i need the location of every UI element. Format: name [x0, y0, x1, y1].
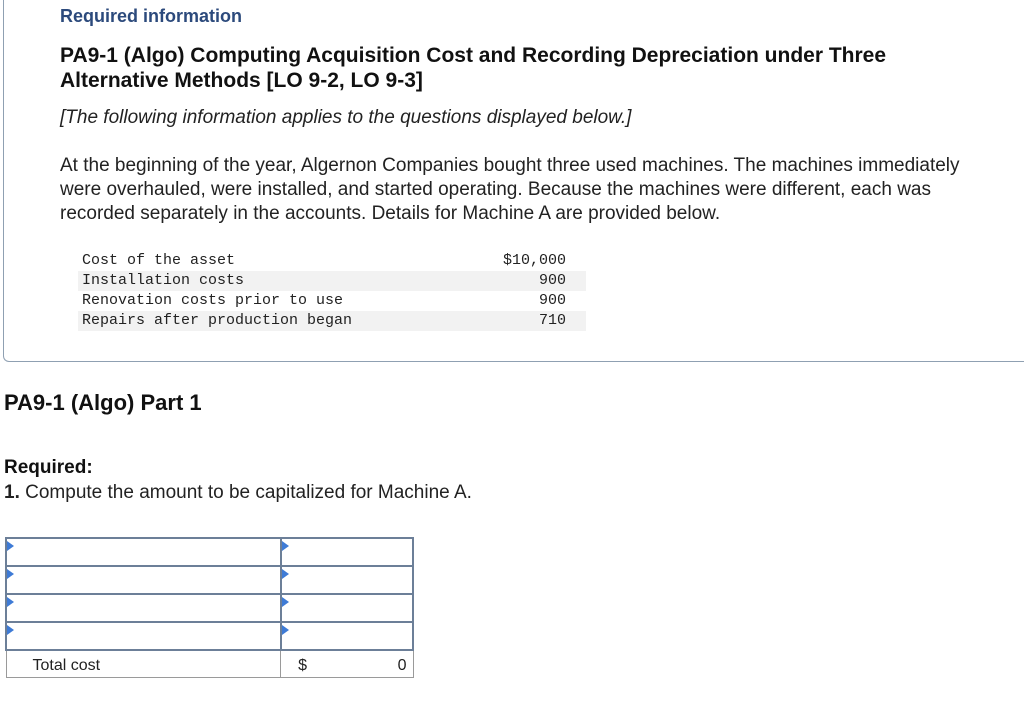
dropdown-marker-icon	[282, 625, 289, 635]
total-value-cell	[281, 650, 413, 678]
dropdown-marker-icon	[282, 597, 289, 607]
problem-description: At the beginning of the year, Algernon Companies bought three used machines. The machines immediately were overhauled, were installed, and started operating. Because the machines were different, each was recorded separately in the accounts. Details for Machine A are provided below.	[60, 155, 960, 224]
machine-a-details-table	[78, 251, 586, 331]
answer-table	[5, 537, 414, 678]
dropdown-marker-icon	[7, 625, 14, 635]
answer-row	[6, 566, 413, 594]
dropdown-marker-icon	[7, 541, 14, 551]
required-information-panel	[3, 0, 1024, 362]
answer-row	[6, 594, 413, 622]
amount-input-cell[interactable]	[281, 594, 413, 622]
detail-amount: 900	[538, 292, 566, 309]
answer-row	[6, 622, 413, 650]
amount-input-cell[interactable]	[281, 538, 413, 566]
instruction	[4, 482, 472, 504]
total-label-cell	[6, 650, 281, 678]
table-row	[78, 311, 586, 331]
detail-label: Cost of the asset	[82, 252, 236, 269]
dropdown-marker-icon	[282, 569, 289, 579]
total-label: Total cost	[32, 657, 101, 674]
part-title: PA9-1 (Algo) Part 1	[4, 390, 202, 415]
total-value: 0	[397, 657, 407, 674]
detail-amount: 900	[465, 271, 586, 291]
detail-label: Renovation costs prior to use	[82, 292, 344, 309]
table-row	[78, 291, 586, 311]
detail-label: Installation costs	[78, 271, 465, 291]
detail-label: Repairs after production began	[78, 311, 465, 331]
dropdown-marker-icon	[7, 597, 14, 607]
total-row	[6, 650, 413, 678]
required-info-heading: Required information	[60, 6, 243, 26]
item-select-cell[interactable]	[6, 566, 281, 594]
detail-amount: 710	[465, 311, 586, 331]
currency-symbol: $	[298, 657, 308, 674]
detail-amount: $10,000	[502, 252, 566, 269]
table-row	[78, 271, 586, 291]
item-select-cell[interactable]	[6, 594, 281, 622]
dropdown-marker-icon	[282, 541, 289, 551]
required-label: Required:	[4, 457, 93, 478]
amount-input-cell[interactable]	[281, 622, 413, 650]
info-note: [The following information applies to the questions displayed below.]	[60, 107, 632, 128]
answer-row	[6, 538, 413, 566]
instruction-number: 1.	[4, 482, 20, 503]
instruction-text: Compute the amount to be capitalized for Machine A.	[25, 482, 472, 503]
problem-title: PA9-1 (Algo) Computing Acquisition Cost and Recording Depreciation under Three Alternative Methods [LO 9-2, LO 9-3]	[60, 44, 887, 92]
dropdown-marker-icon	[7, 569, 14, 579]
amount-input-cell[interactable]	[281, 566, 413, 594]
table-row	[78, 251, 586, 271]
item-select-cell[interactable]	[6, 622, 281, 650]
item-select-cell[interactable]	[6, 538, 281, 566]
